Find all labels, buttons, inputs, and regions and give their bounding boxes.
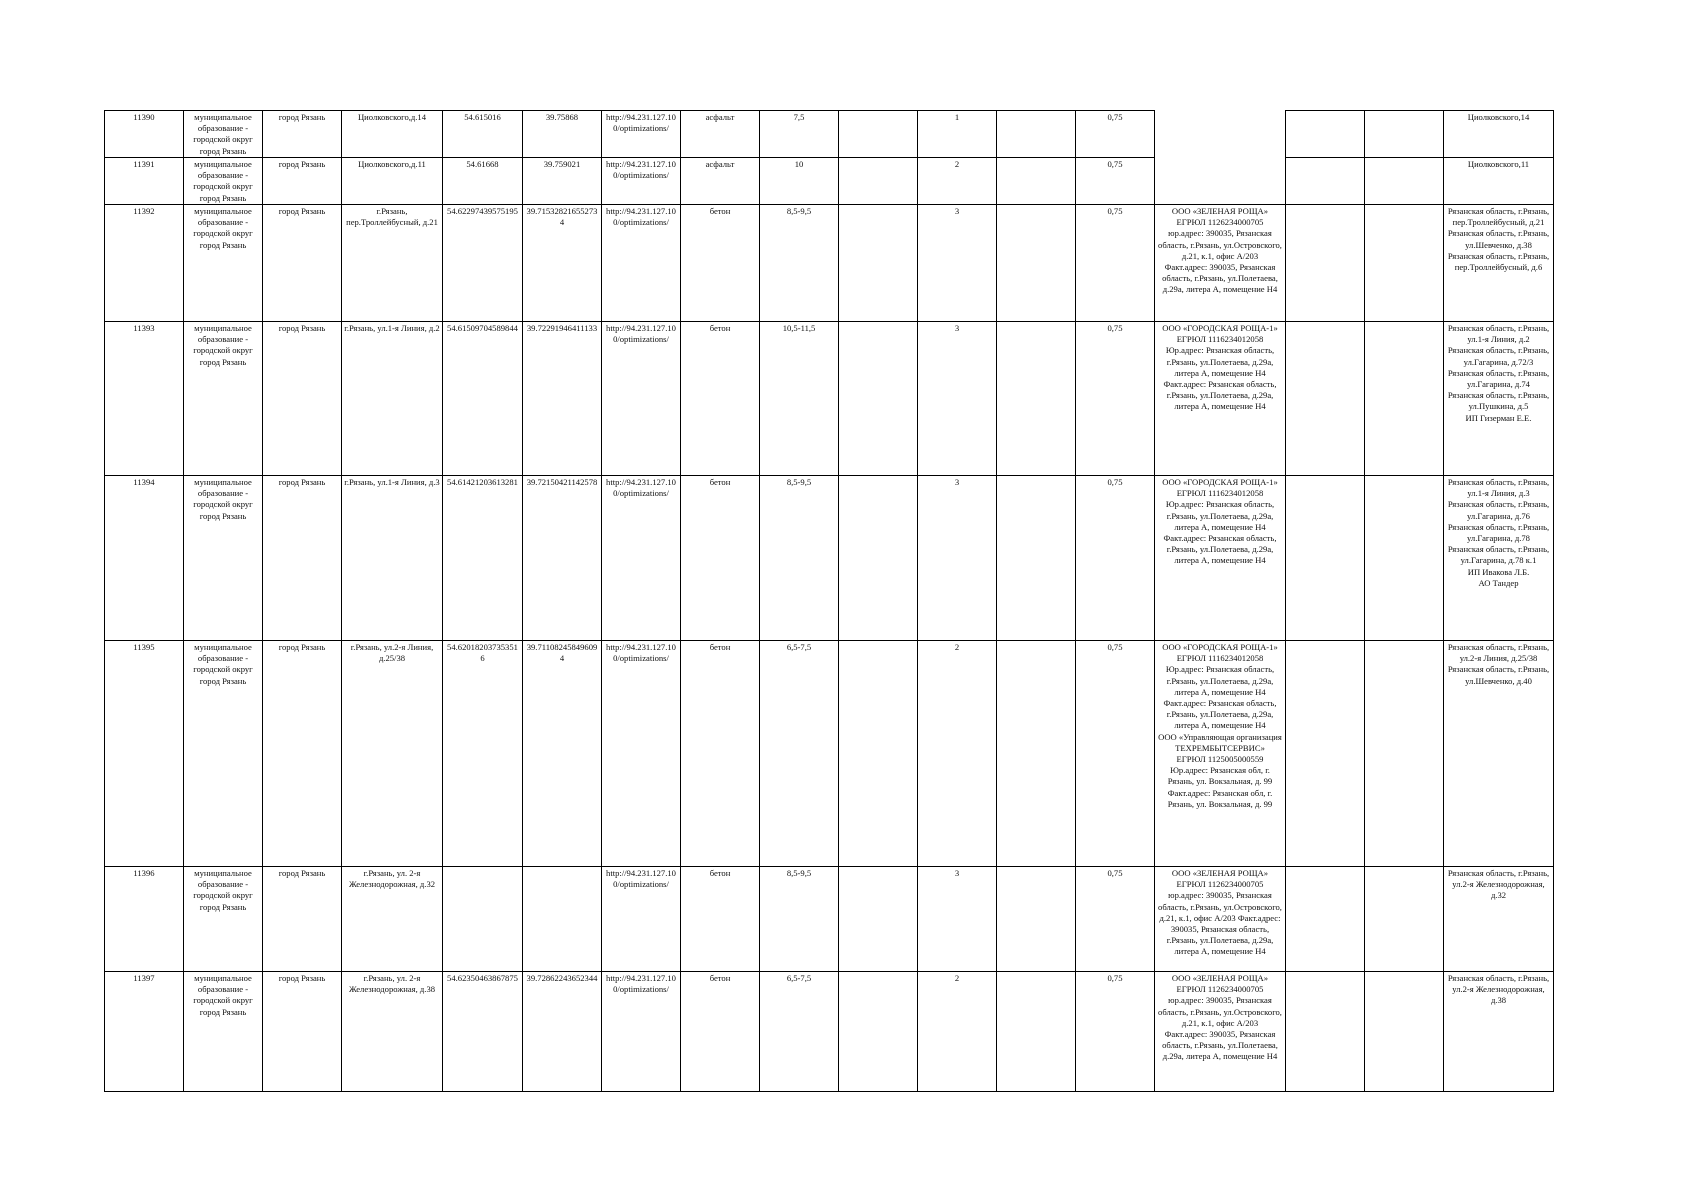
row-id-cell: 11391: [105, 158, 184, 205]
surface-cell: бетон: [681, 867, 760, 972]
row-id-cell: 11390: [105, 111, 184, 158]
address-cell: г.Рязань, ул. 2-я Железнодорожная, д.38: [342, 972, 443, 1092]
longitude-cell: [523, 867, 602, 972]
owner-cell: [1155, 158, 1286, 205]
containers-cell: 2: [918, 158, 997, 205]
volume-cell: 0,75: [1076, 158, 1155, 205]
latitude-cell: 54.615016: [443, 111, 523, 158]
address-cell: г.Рязань, ул.2-я Линия, д.25/38: [342, 641, 443, 867]
table-row: [105, 867, 1554, 972]
empty-cell: [1365, 867, 1444, 972]
url-cell: http://94.231.127.100/optimizations/: [602, 158, 681, 205]
longitude-cell: 39.759021: [523, 158, 602, 205]
latitude-cell: 54.620182037353516: [443, 641, 523, 867]
empty-cell: [1286, 867, 1365, 972]
empty-cell: [997, 322, 1076, 476]
municipality-cell: муниципальное образование - городской округ город Рязань: [184, 158, 263, 205]
empty-cell: [839, 641, 918, 867]
area-cell: 6,5-7,5: [760, 641, 839, 867]
municipality-cell: муниципальное образование - городской округ город Рязань: [184, 641, 263, 867]
table-row: [105, 205, 1554, 322]
address-cell: г.Рязань, ул.1-я Линия, д.2: [342, 322, 443, 476]
latitude-cell: 54.61509704589844: [443, 322, 523, 476]
owner-cell: ООО «ЗЕЛЕНАЯ РОЩА» ЕГРЮЛ 1126234000705 юр.адрес: 390035, Рязанская область, г.Рязань, ул.Островского, д.21, к.1, офис А/203 Факт.адрес: 390035, Рязанская область, г.Рязань, ул.Полетаева, д.29а, литера А, помещение Н4: [1155, 867, 1286, 972]
empty-cell: [1365, 111, 1444, 158]
empty-cell: [997, 476, 1076, 641]
table-row: [105, 158, 1554, 205]
volume-cell: 0,75: [1076, 972, 1155, 1092]
longitude-cell: 39.711082458496094: [523, 641, 602, 867]
owner-cell: ООО «ГОРОДСКАЯ РОЩА-1» ЕГРЮЛ 1116234012058 Юр.адрес: Рязанская область, г.Рязань, ул.Полетаева, д.29а, литера А, помещение Н4 Факт.адрес: Рязанская область, г.Рязань, ул.Полетаева, д.29а, литера А, помещение Н4 ООО «Управляющая организация ТЕХРЕМБЫТСЕРВИС» ЕГРЮЛ 1125005000559 Юр.адрес: Рязанская обл, г. Рязань, ул. Вокзальная, д. 99 Факт.адрес: Рязанская обл, г. Рязань, ул. Вокзальная, д. 99: [1155, 641, 1286, 867]
table-row: [105, 476, 1554, 641]
sources-cell: Рязанская область, г.Рязань, ул.2-я Линия, д.25/38 Рязанская область, г.Рязань, ул.Шевченко, д.40: [1444, 641, 1554, 867]
area-cell: 10: [760, 158, 839, 205]
containers-cell: 3: [918, 476, 997, 641]
empty-cell: [1365, 158, 1444, 205]
containers-cell: 2: [918, 972, 997, 1092]
empty-cell: [1365, 476, 1444, 641]
municipality-cell: муниципальное образование - городской округ город Рязань: [184, 476, 263, 641]
empty-cell: [1365, 641, 1444, 867]
latitude-cell: 54.61421203613281: [443, 476, 523, 641]
empty-cell: [1286, 972, 1365, 1092]
row-id-cell: 11394: [105, 476, 184, 641]
empty-cell: [1365, 205, 1444, 322]
surface-cell: асфальт: [681, 158, 760, 205]
area-cell: 6,5-7,5: [760, 972, 839, 1092]
registry-table: [104, 110, 1554, 1092]
city-cell: город Рязань: [263, 641, 342, 867]
address-cell: г.Рязань, ул.1-я Линия, д.3: [342, 476, 443, 641]
empty-cell: [839, 476, 918, 641]
containers-cell: 1: [918, 111, 997, 158]
city-cell: город Рязань: [263, 972, 342, 1092]
empty-cell: [997, 641, 1076, 867]
municipality-cell: муниципальное образование - городской округ город Рязань: [184, 972, 263, 1092]
empty-cell: [1365, 322, 1444, 476]
area-cell: 10,5-11,5: [760, 322, 839, 476]
url-cell: http://94.231.127.100/optimizations/: [602, 867, 681, 972]
sources-cell: Циолковского,11: [1444, 158, 1554, 205]
empty-cell: [839, 867, 918, 972]
empty-cell: [997, 111, 1076, 158]
municipality-cell: муниципальное образование - городской округ город Рязань: [184, 322, 263, 476]
empty-cell: [997, 972, 1076, 1092]
empty-cell: [997, 867, 1076, 972]
surface-cell: бетон: [681, 641, 760, 867]
containers-cell: 3: [918, 867, 997, 972]
volume-cell: 0,75: [1076, 111, 1155, 158]
empty-cell: [997, 205, 1076, 322]
city-cell: город Рязань: [263, 111, 342, 158]
empty-cell: [1286, 322, 1365, 476]
surface-cell: бетон: [681, 322, 760, 476]
surface-cell: асфальт: [681, 111, 760, 158]
empty-cell: [839, 111, 918, 158]
latitude-cell: 54.61668: [443, 158, 523, 205]
empty-cell: [839, 322, 918, 476]
surface-cell: бетон: [681, 205, 760, 322]
sources-cell: Рязанская область, г.Рязань, пер.Троллейбусный, д.21 Рязанская область, г.Рязань, ул.Шевченко, д.38 Рязанская область, г.Рязань, пер.Троллейбусный, д.6: [1444, 205, 1554, 322]
row-id-cell: 11396: [105, 867, 184, 972]
volume-cell: 0,75: [1076, 867, 1155, 972]
empty-cell: [1286, 205, 1365, 322]
address-cell: Циолковского,д.14: [342, 111, 443, 158]
municipality-cell: муниципальное образование - городской округ город Рязань: [184, 867, 263, 972]
area-cell: 8,5-9,5: [760, 205, 839, 322]
empty-cell: [1286, 111, 1365, 158]
url-cell: http://94.231.127.100/optimizations/: [602, 972, 681, 1092]
longitude-cell: 39.75868: [523, 111, 602, 158]
surface-cell: бетон: [681, 972, 760, 1092]
empty-cell: [1365, 972, 1444, 1092]
empty-cell: [839, 972, 918, 1092]
address-cell: г.Рязань, пер.Троллейбусный, д.21: [342, 205, 443, 322]
volume-cell: 0,75: [1076, 641, 1155, 867]
empty-cell: [839, 158, 918, 205]
address-cell: Циолковского,д.11: [342, 158, 443, 205]
row-id-cell: 11395: [105, 641, 184, 867]
owner-cell: ООО «ЗЕЛЕНАЯ РОЩА» ЕГРЮЛ 1126234000705 юр.адрес: 390035, Рязанская область, г.Рязань, ул.Островского, д.21, к.1, офис А/203 Факт.адрес: 390035, Рязанская область, г.Рязань, ул.Полетаева, д.29а, литера А, помещение Н4: [1155, 972, 1286, 1092]
volume-cell: 0,75: [1076, 476, 1155, 641]
table-row: [105, 111, 1554, 158]
area-cell: 8,5-9,5: [760, 867, 839, 972]
table-row: [105, 972, 1554, 1092]
sources-cell: Циолковского,14: [1444, 111, 1554, 158]
owner-cell: ООО «ГОРОДСКАЯ РОЩА-1» ЕГРЮЛ 1116234012058 Юр.адрес: Рязанская область, г.Рязань, ул.Полетаева, д.29а, литера А, помещение Н4 Факт.адрес: Рязанская область, г.Рязань, ул.Полетаева, д.29а, литера А, помещение Н4: [1155, 322, 1286, 476]
latitude-cell: [443, 867, 523, 972]
longitude-cell: 39.72862243652344: [523, 972, 602, 1092]
containers-cell: 3: [918, 205, 997, 322]
address-cell: г.Рязань, ул. 2-я Железнодорожная, д.32: [342, 867, 443, 972]
longitude-cell: 39.72291946411133: [523, 322, 602, 476]
city-cell: город Рязань: [263, 322, 342, 476]
area-cell: 7,5: [760, 111, 839, 158]
city-cell: город Рязань: [263, 205, 342, 322]
row-id-cell: 11393: [105, 322, 184, 476]
sources-cell: Рязанская область, г.Рязань, ул.1-я Линия, д.2 Рязанская область, г.Рязань, ул.Гагарина, д.72/3 Рязанская область, г.Рязань, ул.Гагарина, д.74 Рязанская область, г.Рязань, ул.Пушкина, д.5 ИП Гизерман Е.Е.: [1444, 322, 1554, 476]
sources-cell: Рязанская область, г.Рязань, ул.2-я Железнодорожная, д.32: [1444, 867, 1554, 972]
containers-cell: 2: [918, 641, 997, 867]
empty-cell: [997, 158, 1076, 205]
latitude-cell: 54.62297439575195: [443, 205, 523, 322]
owner-cell: [1155, 111, 1286, 158]
city-cell: город Рязань: [263, 476, 342, 641]
empty-cell: [1286, 158, 1365, 205]
empty-cell: [1286, 476, 1365, 641]
sources-cell: Рязанская область, г.Рязань, ул.1-я Линия, д.3 Рязанская область, г.Рязань, ул.Гагарина, д.76 Рязанская область, г.Рязань, ул.Гагарина, д.78 Рязанская область, г.Рязань, ул.Гагарина, д.78 к.1 ИП Ивакова Л.Б. АО Тандер: [1444, 476, 1554, 641]
longitude-cell: 39.72150421142578: [523, 476, 602, 641]
row-id-cell: 11392: [105, 205, 184, 322]
sources-cell: Рязанская область, г.Рязань, ул.2-я Железнодорожная, д.38: [1444, 972, 1554, 1092]
containers-cell: 3: [918, 322, 997, 476]
empty-cell: [839, 205, 918, 322]
url-cell: http://94.231.127.100/optimizations/: [602, 476, 681, 641]
volume-cell: 0,75: [1076, 205, 1155, 322]
surface-cell: бетон: [681, 476, 760, 641]
url-cell: http://94.231.127.100/optimizations/: [602, 641, 681, 867]
owner-cell: ООО «ЗЕЛЕНАЯ РОЩА» ЕГРЮЛ 1126234000705 юр.адрес: 390035, Рязанская область, г.Рязань, ул.Островского, д.21, к.1, офис А/203 Факт.адрес: 390035, Рязанская область, г.Рязань, ул.Полетаева, д.29а, литера А, помещение Н4: [1155, 205, 1286, 322]
empty-cell: [1286, 641, 1365, 867]
city-cell: город Рязань: [263, 867, 342, 972]
latitude-cell: 54.62350463867875: [443, 972, 523, 1092]
table-row: [105, 641, 1554, 867]
municipality-cell: муниципальное образование - городской округ город Рязань: [184, 205, 263, 322]
url-cell: http://94.231.127.100/optimizations/: [602, 205, 681, 322]
volume-cell: 0,75: [1076, 322, 1155, 476]
area-cell: 8,5-9,5: [760, 476, 839, 641]
row-id-cell: 11397: [105, 972, 184, 1092]
longitude-cell: 39.715328216552734: [523, 205, 602, 322]
municipality-cell: муниципальное образование - городской округ город Рязань: [184, 111, 263, 158]
table-row: [105, 322, 1554, 476]
url-cell: http://94.231.127.100/optimizations/: [602, 322, 681, 476]
city-cell: город Рязань: [263, 158, 342, 205]
url-cell: http://94.231.127.100/optimizations/: [602, 111, 681, 158]
owner-cell: ООО «ГОРОДСКАЯ РОЩА-1» ЕГРЮЛ 1116234012058 Юр.адрес: Рязанская область, г.Рязань, ул.Полетаева, д.29а, литера А, помещение Н4 Факт.адрес: Рязанская область, г.Рязань, ул.Полетаева, д.29а, литера А, помещение Н4: [1155, 476, 1286, 641]
